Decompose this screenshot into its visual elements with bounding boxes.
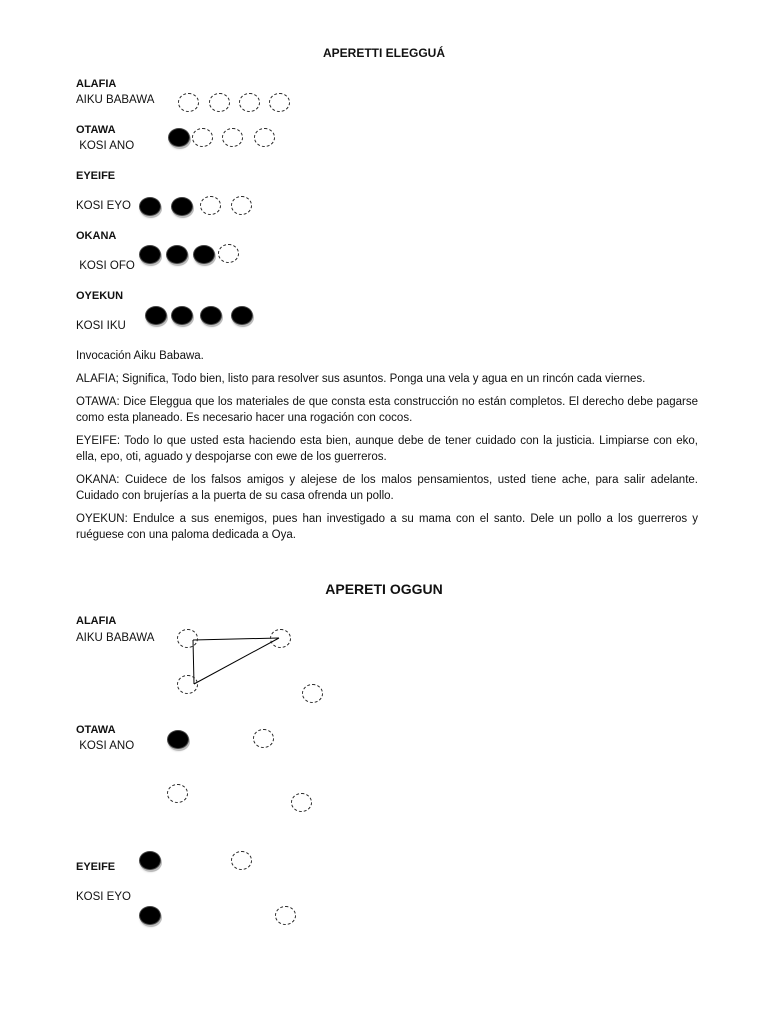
closed-mark-icon [139,851,161,870]
open-mark-icon [167,784,188,803]
paragraph-eyeife: EYEIFE: Todo lo que usted esta haciendo esta bien, aunque debe de tener cuidado con la justicia. Limpiarse con eko, ella, epo, oti, aguado y despojarse con ewe de los guerreros. [76,435,698,463]
oggun-eyeife-heading: EYEIFE [76,861,116,873]
open-mark-icon [177,675,198,694]
closed-mark-icon [139,906,161,925]
open-mark-icon [275,906,296,925]
oyekun-label: KOSI IKU [76,320,126,332]
oggun-otawa-label: KOSI ANO [76,740,135,752]
oggun-alafia-label: AIKU BABAWA [76,632,155,644]
paragraph-otawa: OTAWA: Dice Eleggua que los materiales de que consta esta construcción no están completos. El derecho debe pagarse como esta planeado. Es necesario hacer una rogación con cocos. [76,396,698,424]
otawa-heading: OTAWA [76,124,116,136]
oyekun-heading: OYEKUN [76,290,124,302]
oggun-alafia-heading: ALAFIA [76,615,117,627]
section1-title: APERETTI ELEGGUÁ [322,46,445,60]
paragraph-invocation: Invocación Aiku Babawa. [76,350,204,362]
okana-heading: OKANA [76,230,117,242]
okana-label: KOSI OFO [76,260,135,272]
open-mark-icon [177,629,198,648]
open-mark-icon [302,684,323,703]
open-mark-icon [270,629,291,648]
open-mark-icon [253,729,274,748]
eyeife-heading: EYEIFE [76,170,116,182]
section2-title: APERETI OGGUN [325,581,443,597]
oggun-eyeife-label: KOSI EYO [76,891,131,903]
oggun-otawa-heading: OTAWA [76,724,116,736]
open-mark-icon [291,793,312,812]
paragraph-alafia: ALAFIA; Significa, Todo bien, listo para resolver sus asuntos. Ponga una vela y agua en un rincón cada viernes. [76,373,646,385]
otawa-label: KOSI ANO [76,140,135,152]
alafia-label: AIKU BABAWA [76,94,155,106]
alafia-heading: ALAFIA [76,78,117,90]
paragraph-oyekun: OYEKUN: Endulce a sus enemigos, pues han investigado a su mama con el santo. Dele un pollo a los guerreros y ruéguese con una paloma dedicada a Oya. [76,513,698,541]
paragraph-okana: OKANA: Cuidece de los falsos amigos y alejese de los malos pensamientos, usted tiene ache, para salir adelante. Cuidado con brujerías a la puerta de su casa ofrenda un pollo. [76,474,698,502]
eyeife-label: KOSI EYO [76,200,131,212]
open-mark-icon [231,851,252,870]
closed-mark-icon [167,730,189,749]
